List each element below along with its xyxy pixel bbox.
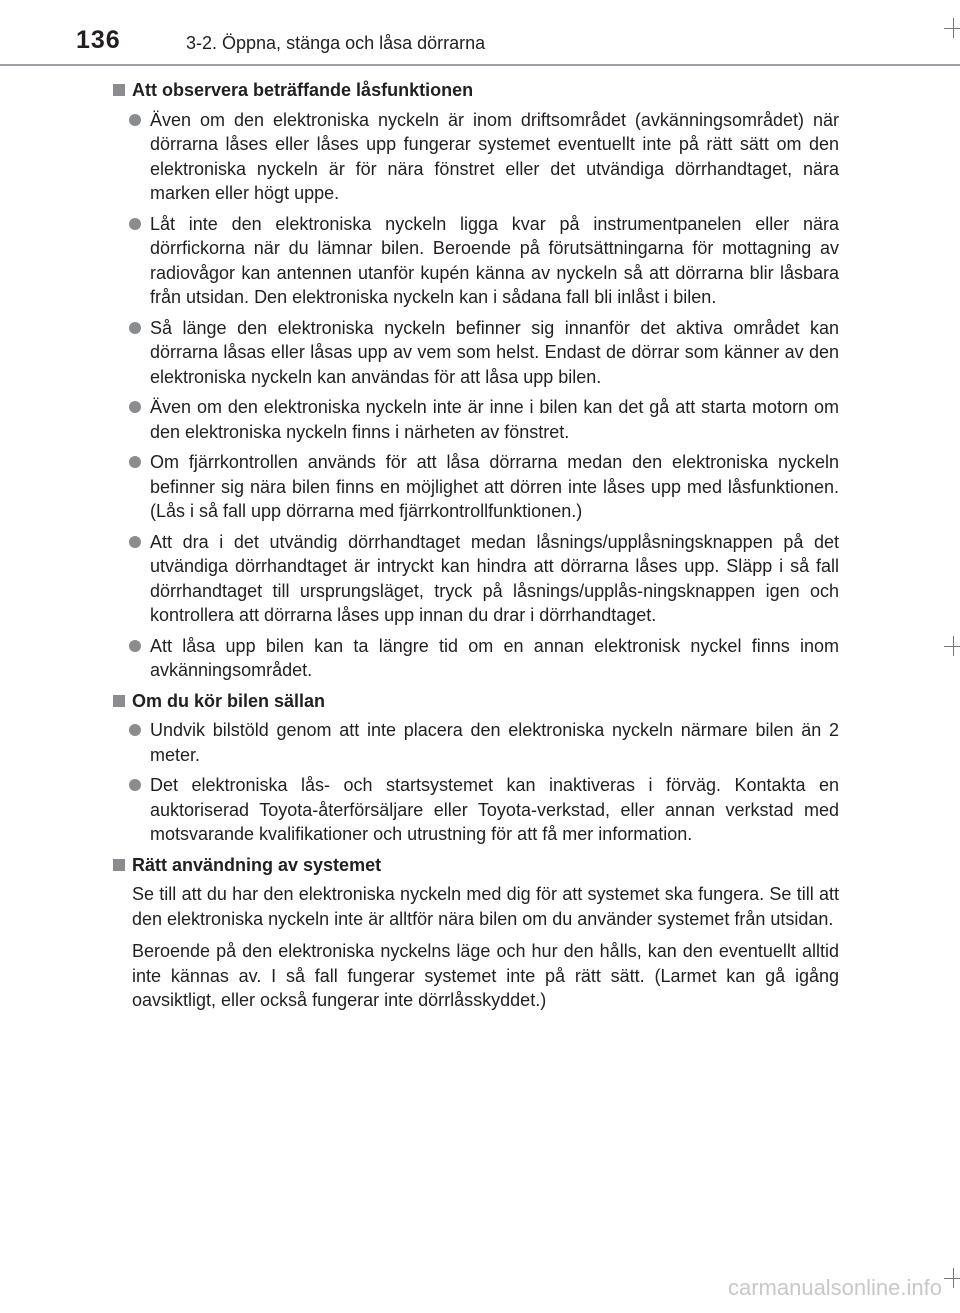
section-rare-use <box>113 689 839 847</box>
square-bullet-icon <box>113 84 125 96</box>
circle-bullet-icon <box>129 456 141 468</box>
circle-bullet-icon <box>129 779 141 791</box>
section-correct-use <box>113 853 839 1013</box>
square-bullet-icon <box>113 695 125 707</box>
chapter-title: 3-2. Öppna, stänga och låsa dörrarna <box>186 33 486 53</box>
bullet-item: Att låsa upp bilen kan ta längre tid om en annan elektronisk nyckel finns inom avkänningsområdet. <box>113 634 839 683</box>
circle-bullet-icon <box>129 536 141 548</box>
circle-bullet-icon <box>129 401 141 413</box>
circle-bullet-icon <box>129 114 141 126</box>
crop-mark <box>944 1278 960 1279</box>
bullet-item: Undvik bilstöld genom att inte placera den elektroniska nyckeln närmare bilen än 2 meter. <box>113 718 839 767</box>
bullet-item: Låt inte den elektroniska nyckeln ligga kvar på instrumentpanelen eller nära dörrfickorna när du lämnar bilen. Beroende på förutsättningarna för mottagning av radiovågor kan antennen utanför kupén känna av nyckeln så att dörrarna blir låsbara från utsidan. Den elektroniska nyckeln kan i sådana fall bli inlåst i bilen. <box>113 212 839 310</box>
section-heading: Om du kör bilen sällan <box>113 689 839 714</box>
square-bullet-icon <box>113 859 125 871</box>
document-body <box>113 78 839 1021</box>
section-heading: Att observera beträffande låsfunktionen <box>113 78 839 103</box>
bullet-item: Även om den elektroniska nyckeln är inom driftsområdet (avkänningsområdet) när dörrarna låses eller låses upp fungerar systemet eventuellt inte på rätt sätt om den elektroniska nyckeln är för nära fönstret eller det utvändiga dörrhandtaget, nära marken eller högt uppe. <box>113 108 839 206</box>
paragraph: Beroende på den elektroniska nyckelns läge och hur den hålls, kan den eventuellt alltid inte kännas av. I så fall fungerar systemet inte på rätt sätt. (Larmet kan gå igång oavsiktligt, eller också fungerar inte dörrlåsskyddet.) <box>132 941 839 1010</box>
bullet-item: Det elektroniska lås- och startsystemet kan inaktiveras i förväg. Kontakta en auktoriserad Toyota-återförsäljare eller Toyota-verkstad, eller annan verkstad med motsvarande kvalifikationer och utrustning för att få mer information. <box>113 773 839 847</box>
crop-mark <box>944 646 960 647</box>
section-heading: Rätt användning av systemet <box>113 853 839 878</box>
circle-bullet-icon <box>129 640 141 652</box>
circle-bullet-icon <box>129 724 141 736</box>
header-rule <box>0 64 960 66</box>
section-lock-function <box>113 78 839 683</box>
bullet-item: Att dra i det utvändig dörrhandtaget medan låsnings/upplåsningsknappen på det utvändiga dörrhandtaget är intryckt kan hindra att dörrarna låses upp. Släpp i så fall dörrhandtaget till ursprungsläget, tryck på låsnings/upplås-ningsknappen igen och kontrollera att dörrarna låses upp innan du drar i dörrhandtaget. <box>113 530 839 628</box>
bullet-item: Så länge den elektroniska nyckeln befinner sig innanför det aktiva området kan dörrarna låsas eller låsas upp av vem som helst. Endast de dörrar som känner av den elektroniska nyckeln kan användas för att låsa upp bilen. <box>113 316 839 390</box>
page-number: 136 <box>76 26 121 54</box>
circle-bullet-icon <box>129 218 141 230</box>
watermark: carmanualsonline.info <box>727 1275 942 1300</box>
circle-bullet-icon <box>129 322 141 334</box>
crop-mark <box>944 28 960 29</box>
bullet-item: Om fjärrkontrollen används för att låsa dörrarna medan den elektroniska nyckeln befinner sig nära bilen finns en möjlighet att dörren inte låses upp med låsfunktionen. (Lås i så fall upp dörrarna med fjärrkontrollfunktionen.) <box>113 450 839 524</box>
paragraph: Se till att du har den elektroniska nyckeln med dig för att systemet ska fungera. Se till att den elektroniska nyckeln inte är alltför nära bilen om du använder systemet från utsidan. <box>132 884 839 929</box>
bullet-item: Även om den elektroniska nyckeln inte är inne i bilen kan det gå att starta motorn om den elektroniska nyckeln finns i närheten av fönstret. <box>113 395 839 444</box>
